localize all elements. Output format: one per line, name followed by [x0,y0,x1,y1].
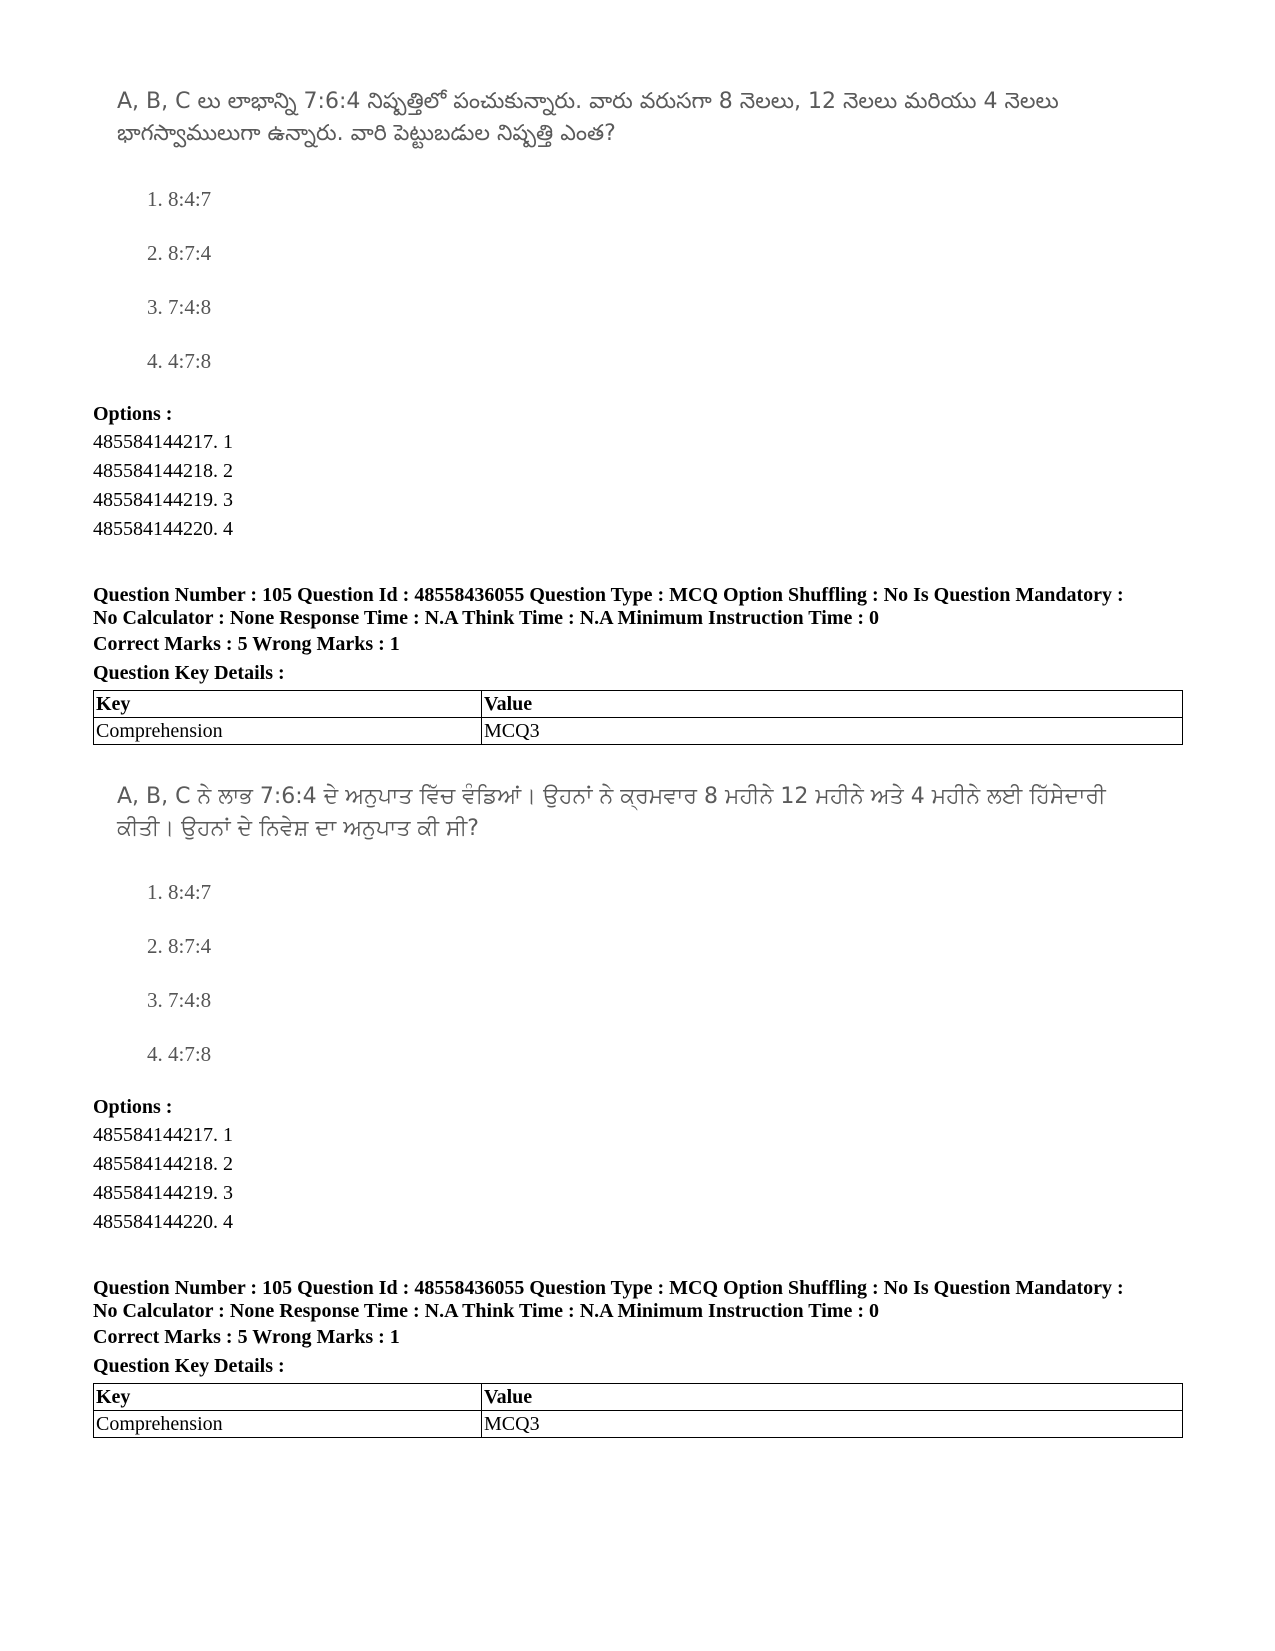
table-cell-value: MCQ3 [482,1411,1183,1438]
table-cell-value: MCQ3 [482,718,1183,745]
choice-1: 1. 8:4:7 [147,187,212,211]
question-meta-line-1: Question Number : 105 Question Id : 48558436055 Question Type : MCQ Option Shuffling : No Is Question Mandatory : [93,1277,1124,1299]
key-details-table [93,690,1183,745]
table-cell-key: Comprehension [94,1411,482,1438]
question-meta [93,584,1183,630]
marks-line: Correct Marks : 5 Wrong Marks : 1 [93,1326,400,1348]
options-label: Options : [93,403,173,425]
question-meta-line-2: No Calculator : None Response Time : N.A Think Time : N.A Minimum Instruction Time : 0 [93,607,879,629]
choice-2: 2. 8:7:4 [147,241,212,265]
option-id-4: 485584144220. 4 [93,518,233,540]
question-image-punjabi [93,781,1183,1081]
question-choices [93,865,1183,1081]
question-meta-line-1: Question Number : 105 Question Id : 48558436055 Question Type : MCQ Option Shuffling : No Is Question Mandatory : [93,584,1124,606]
document-page [93,0,1183,1438]
table-row [94,1411,1183,1438]
key-details-table [93,1383,1183,1438]
table-header-value: Value [482,1384,1183,1411]
question-choices [93,172,1183,388]
key-details-label: Question Key Details : [93,1355,285,1377]
question-meta-line-2: No Calculator : None Response Time : N.A Think Time : N.A Minimum Instruction Time : 0 [93,1300,879,1322]
option-id-3: 485584144219. 3 [93,1182,233,1204]
table-header-key: Key [94,1384,482,1411]
choice-1: 1. 8:4:7 [147,880,212,904]
option-id-1: 485584144217. 1 [93,1124,233,1146]
option-id-1: 485584144217. 1 [93,431,233,453]
choice-2: 2. 8:7:4 [147,934,212,958]
table-header-row [94,1384,1183,1411]
question-image-telugu [93,86,1183,388]
table-header-row [94,691,1183,718]
question-text: A, B, C ਨੇ ਲਾਭ 7:6:4 ਦੇ ਅਨੁਪਾਤ ਵਿੱਚ ਵੰਡਿਆਂ। ਉਹਨਾਂ ਨੇ ਕ੍ਰਮਵਾਰ 8 ਮਹੀਨੇ 12 ਮਹੀਨੇ ਅਤੇ 4 ਮਹੀਨੇ ਲਈ ਹਿੱਸੇਦਾਰੀ ਕੀਤੀ। ਉਹਨਾਂ ਦੇ ਨਿਵੇਸ਼ ਦਾ ਅਨੁਪਾਤ ਕੀ ਸੀ? [117,784,1106,841]
question-text: A, B, C లు లాభాన్ని 7:6:4 నిష్పత్తిలో పంచుకున్నారు. వారు వరుసగా 8 నెలలు, 12 నెలలు మరియు 4 నెలలు భాగస్వాములుగా ఉన్నారు. వారి పెట్టుబడుల నిష్పత్తి ఎంత? [117,89,1059,146]
marks-line: Correct Marks : 5 Wrong Marks : 1 [93,633,400,655]
choice-4: 4. 4:7:8 [147,1042,212,1066]
option-id-2: 485584144218. 2 [93,460,233,482]
table-header-value: Value [482,691,1183,718]
choice-3: 3. 7:4:8 [147,988,212,1012]
table-cell-key: Comprehension [94,718,482,745]
key-details-label: Question Key Details : [93,662,285,684]
option-id-2: 485584144218. 2 [93,1153,233,1175]
table-row [94,718,1183,745]
options-label: Options : [93,1096,173,1118]
table-header-key: Key [94,691,482,718]
choice-4: 4. 4:7:8 [147,349,212,373]
question-meta [93,1277,1183,1323]
choice-3: 3. 7:4:8 [147,295,212,319]
option-id-4: 485584144220. 4 [93,1211,233,1233]
option-id-3: 485584144219. 3 [93,489,233,511]
